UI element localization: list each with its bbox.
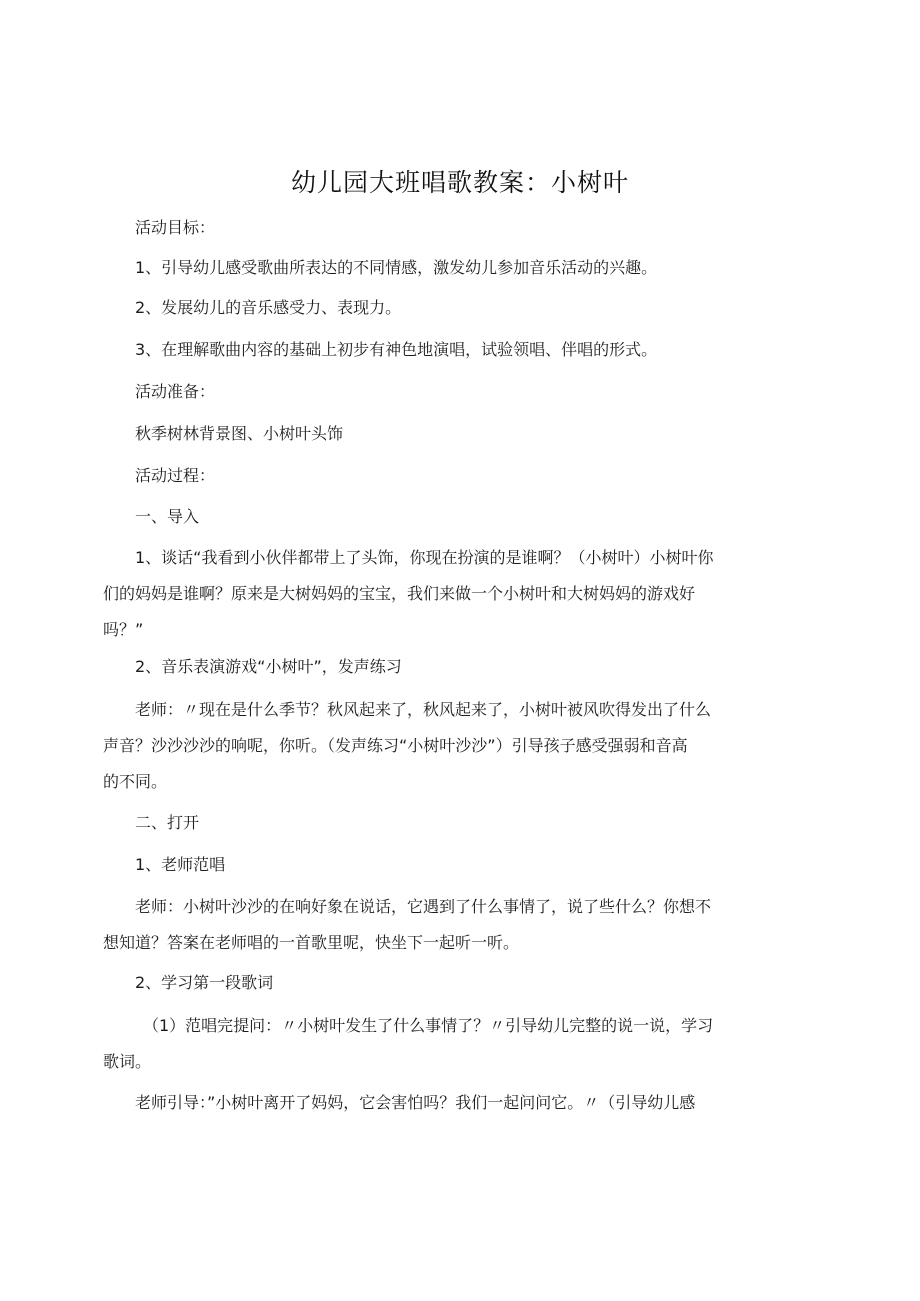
step-2-2-heading: 2、学习第一段歌词 [135, 973, 274, 992]
prep-text: 秋季树林背景图、小树叶头饰 [135, 424, 344, 443]
page-title: 幼儿园大班唱歌教案：小树叶 [290, 168, 629, 197]
paragraph-line: 吗？” [103, 620, 144, 639]
step-2-2-sub-paragraph [103, 1008, 793, 1080]
goals-heading: 活动目标： [135, 218, 216, 237]
goal-3: 3、在理解歌曲内容的基础上初步有神色地演唱，试验领唱、伴唱的形式。 [135, 340, 658, 359]
prep-heading: 活动准备： [135, 382, 216, 401]
paragraph-line: 1、谈话“我看到小伙伴都带上了头饰，你现在扮演的是谁啊？（小树叶）小树叶你 [135, 548, 714, 567]
step-2-1-heading: 1、老师范唱 [135, 855, 226, 874]
step-2-2-guide: 老师引导：”小树叶离开了妈妈，它会害怕吗？我们一起问问它。〃（引导幼儿感 [135, 1093, 696, 1112]
step-1-2-heading: 2、音乐表演游戏“小树叶”，发声练习 [135, 657, 402, 676]
paragraph-line: 的不同。 [103, 772, 168, 791]
step-1-2-paragraph [103, 692, 785, 800]
paragraph-line: 歌词。 [103, 1052, 152, 1071]
section-2-heading: 二、打开 [135, 813, 200, 832]
goal-2: 2、发展幼儿的音乐感受力、表现力。 [135, 298, 402, 317]
goal-1: 1、引导幼儿感受歌曲所表达的不同情感，激发幼儿参加音乐活动的兴趣。 [135, 258, 658, 277]
paragraph-line: 声音？沙沙沙沙的响呢，你听。（发声练习“小树叶沙沙”）引导孩子感受强弱和音高 [103, 736, 688, 755]
paragraph-line: 老师：小树叶沙沙的在响好象在说话，它遇到了什么事情了，说了些什么？你想不 [135, 897, 712, 916]
section-1-heading: 一、导入 [135, 507, 200, 526]
paragraph-line: 们的妈妈是谁啊？原来是大树妈妈的宝宝，我们来做一个小树叶和大树妈妈的游戏好 [103, 584, 696, 603]
paragraph-line: 老师：〃现在是什么季节？秋风起来了，秋风起来了，小树叶被风吹得发出了什么 [135, 700, 712, 719]
step-2-1-paragraph [103, 889, 785, 961]
paragraph-line: 想知道？答案在老师唱的一首歌里呢，快坐下一起听一听。 [103, 933, 520, 952]
process-heading: 活动过程： [135, 466, 216, 485]
paragraph-line: （1）范唱完提问：〃小树叶发生了什么事情了？〃引导幼儿完整的说一说，学习 [143, 1016, 714, 1035]
step-1-1-paragraph [103, 540, 785, 648]
